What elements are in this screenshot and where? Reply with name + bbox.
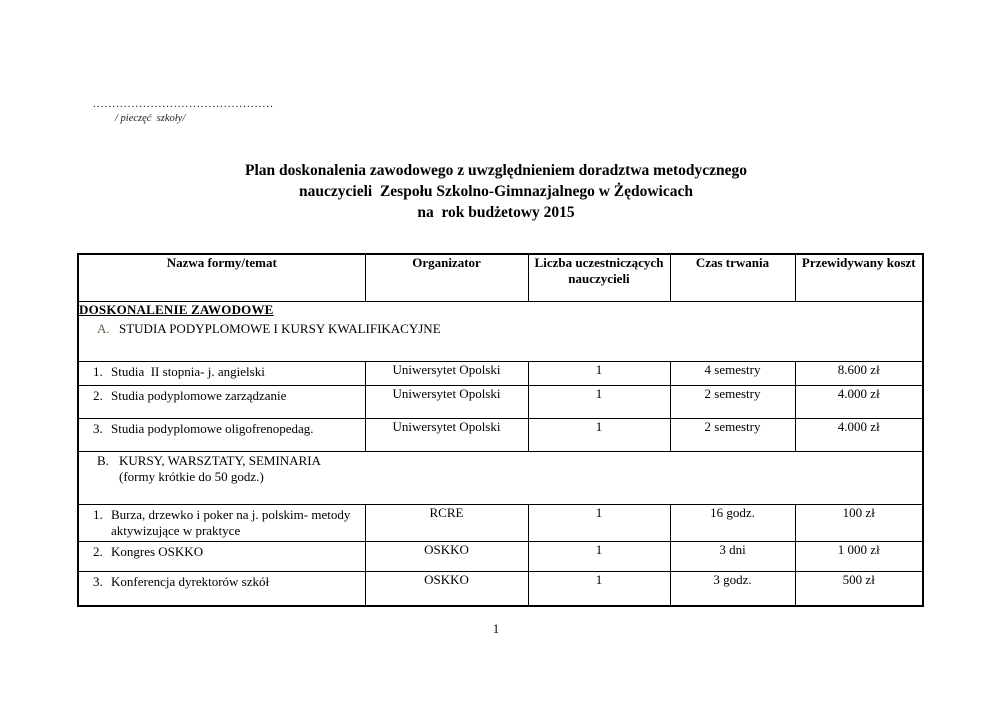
row-name-text: Studia II stopnia- j. angielski [111, 363, 265, 379]
table-header-row [78, 254, 923, 301]
cell-name [78, 418, 365, 451]
section-a-letter: A. [97, 320, 110, 336]
cell-name [78, 504, 365, 541]
cell-duration: 2 semestry [670, 385, 795, 418]
plan-table [77, 253, 924, 607]
cell-organizer: Uniwersytet Opolski [365, 361, 528, 385]
section-b-row [78, 451, 923, 504]
cell-cost: 1 000 zł [795, 541, 923, 571]
cell-name [78, 385, 365, 418]
cell-cost: 100 zł [795, 504, 923, 541]
cell-organizer: RCRE [365, 504, 528, 541]
table-row [78, 385, 923, 418]
row-number: 1. [93, 506, 103, 522]
header-participants: Liczba uczestniczących nauczycieli [528, 254, 670, 301]
table-row [78, 361, 923, 385]
cell-participants: 1 [528, 504, 670, 541]
section-b-subheading-text: KURSY, WARSZTATY, SEMINARIA [119, 452, 321, 468]
title-line-1: Plan doskonalenia zawodowego z uwzględnieniem doradztwa metodycznego [244, 162, 747, 179]
row-name-text: Konferencja dyrektorów szkół [111, 573, 270, 589]
row-number: 2. [93, 543, 103, 559]
cell-duration: 2 semestry [670, 418, 795, 451]
cell-name [78, 541, 365, 571]
section-a-subheading-text: STUDIA PODYPLOMOWE I KURSY KWALIFIKACYJNE [119, 320, 441, 336]
row-name-text: Burza, drzewko i poker na j. polskim- metody aktywizujące w praktyce [111, 506, 354, 538]
section-b-letter: B. [97, 452, 109, 468]
cell-participants: 1 [528, 418, 670, 451]
title-line-3: na rok budżetowy 2015 [417, 204, 575, 221]
header-duration: Czas trwania [670, 254, 795, 301]
cell-participants: 1 [528, 361, 670, 385]
section-b-cell [78, 451, 923, 504]
header-organizer: Organizator [365, 254, 528, 301]
document-title [0, 160, 992, 223]
cell-organizer: OSKKO [365, 571, 528, 606]
cell-participants: 1 [528, 541, 670, 571]
stamp-caption: / pieczęć szkoły/ [115, 113, 186, 124]
row-number: 2. [93, 387, 103, 403]
cell-name [78, 361, 365, 385]
cell-cost: 4.000 zł [795, 418, 923, 451]
section-b-subheading [97, 452, 922, 469]
cell-cost: 4.000 zł [795, 385, 923, 418]
row-number: 3. [93, 420, 103, 436]
row-number: 3. [93, 573, 103, 589]
school-stamp-area [93, 98, 274, 124]
table-row [78, 418, 923, 451]
section-b-note: (formy krótkie do 50 godz.) [119, 468, 264, 484]
cell-cost: 500 zł [795, 571, 923, 606]
section-a-heading: DOSKONALENIE ZAWODOWE [79, 301, 274, 317]
row-name-text: Kongres OSKKO [111, 543, 204, 559]
cell-duration: 4 semestry [670, 361, 795, 385]
page-number: 1 [492, 622, 500, 636]
cell-name [78, 571, 365, 606]
cell-organizer: OSKKO [365, 541, 528, 571]
table-row [78, 504, 923, 541]
cell-participants: 1 [528, 385, 670, 418]
header-cost: Przewidywany koszt [795, 254, 923, 301]
row-name-text: Studia podyplomowe zarządzanie [111, 387, 287, 403]
section-a-row [78, 301, 923, 361]
section-a-cell [78, 301, 923, 361]
cell-cost: 8.600 zł [795, 361, 923, 385]
row-number: 1. [93, 363, 103, 379]
cell-organizer: Uniwersytet Opolski [365, 385, 528, 418]
stamp-dotted-line: ............................................... [93, 98, 274, 110]
row-name-text: Studia podyplomowe oligofrenopedag. [111, 420, 314, 436]
section-a-subheading [97, 320, 922, 337]
table-row [78, 571, 923, 606]
cell-duration: 3 godz. [670, 571, 795, 606]
header-name: Nazwa formy/temat [78, 254, 365, 301]
cell-duration: 3 dni [670, 541, 795, 571]
cell-participants: 1 [528, 571, 670, 606]
title-line-2: nauczycieli Zespołu Szkolno-Gimnazjalnego w Żędowicach [299, 183, 693, 200]
table-row [78, 541, 923, 571]
cell-duration: 16 godz. [670, 504, 795, 541]
cell-organizer: Uniwersytet Opolski [365, 418, 528, 451]
